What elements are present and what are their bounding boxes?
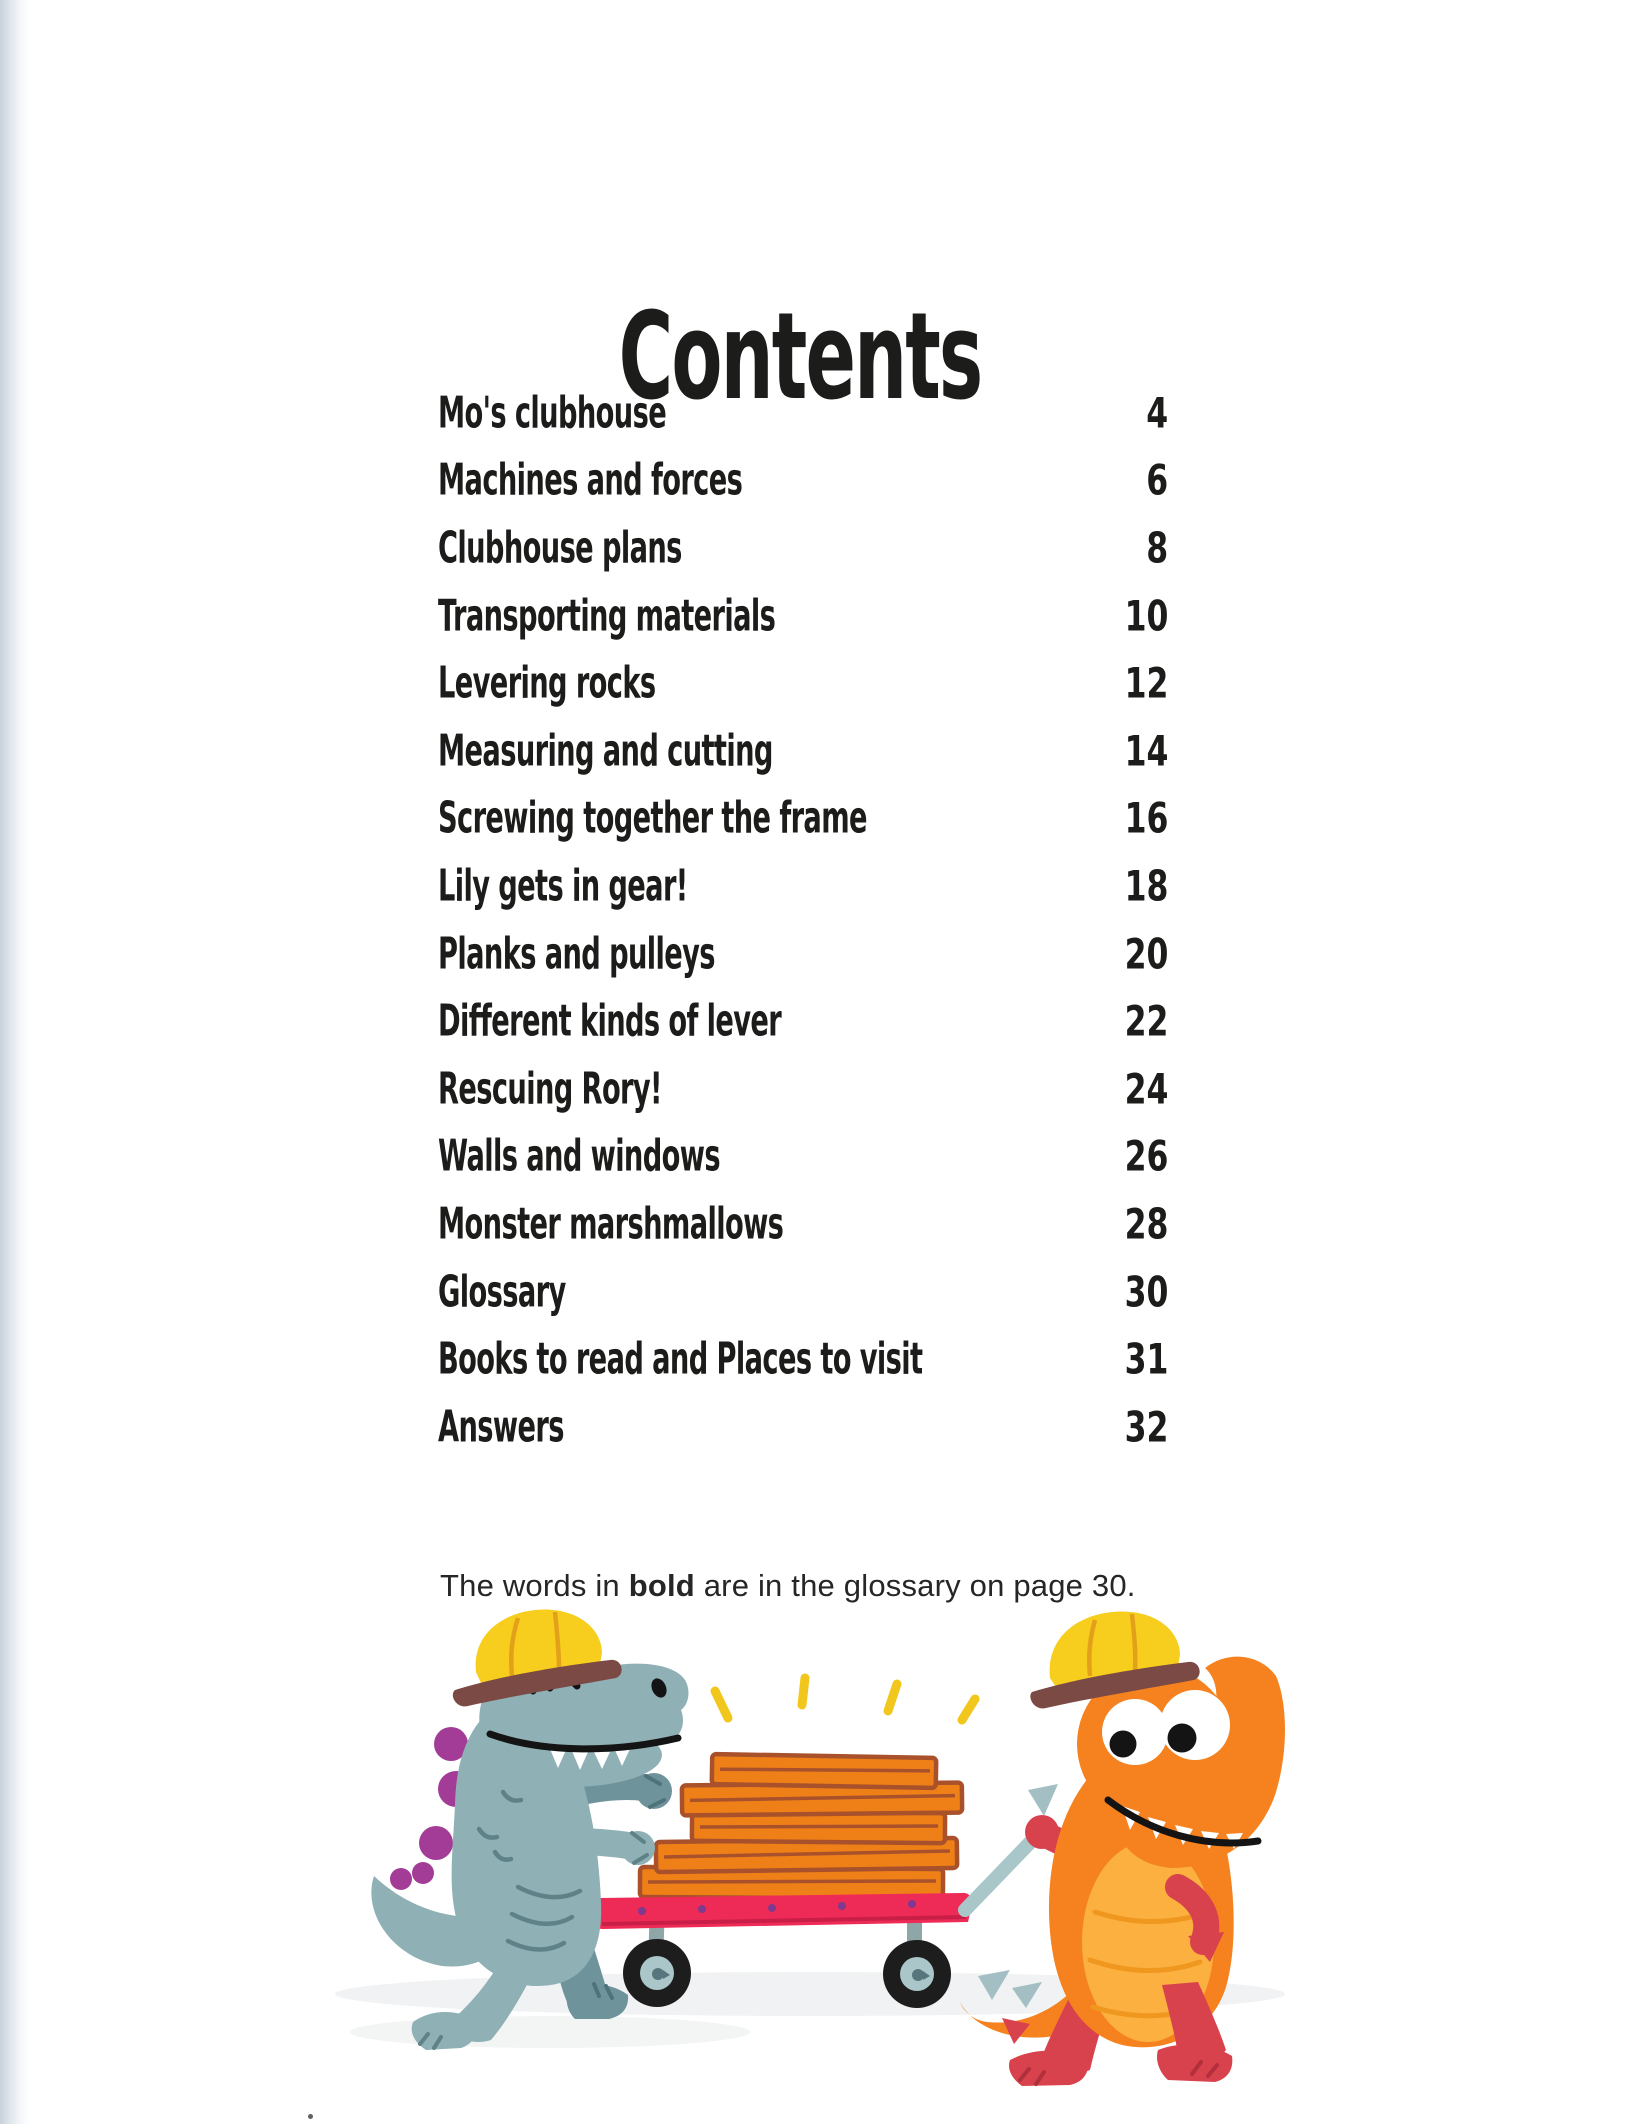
toc-entry-title: Monster marshmallows (438, 1198, 784, 1250)
toc-row (438, 447, 1168, 515)
toc-entry-title: Books to read and Places to visit (438, 1333, 923, 1385)
toc-entry-title: Machines and forces (438, 454, 743, 506)
wagon-wheel-left (623, 1939, 691, 2007)
toc-entry-page: 30 (1124, 1267, 1168, 1317)
toc-row (438, 920, 1168, 988)
wagon-wheel-right (883, 1940, 951, 2008)
toc-entry-page: 24 (1124, 1064, 1168, 1114)
toc-entry-title: Lily gets in gear! (438, 860, 688, 912)
page-title: Contents (618, 288, 982, 428)
glossary-note-suffix: are in the glossary on page 30. (694, 1568, 1136, 1603)
glossary-note-bold-word: bold (628, 1568, 695, 1603)
toc-entry-page: 28 (1124, 1199, 1168, 1249)
table-of-contents (438, 379, 1168, 1461)
toc-entry-title: Answers (438, 1401, 564, 1453)
toc-entry-title: Transporting materials (438, 590, 776, 642)
toc-row (438, 785, 1168, 853)
toc-row (438, 514, 1168, 582)
toc-row (438, 649, 1168, 717)
toc-row (438, 1190, 1168, 1258)
toc-entry-page: 12 (1124, 658, 1168, 708)
toc-entry-page: 26 (1124, 1131, 1168, 1181)
toc-entry-page: 14 (1124, 726, 1168, 776)
toc-entry-title: Mo's clubhouse (438, 387, 667, 439)
crocodile-wagon-illustration (250, 1592, 1350, 2112)
toc-row (438, 852, 1168, 920)
toc-row (438, 379, 1168, 447)
toc-entry-title: Walls and windows (438, 1130, 720, 1182)
toc-entry-title: Clubhouse plans (438, 522, 682, 574)
toc-entry-title: Different kinds of lever (438, 995, 782, 1047)
toc-entry-page: 8 (1146, 523, 1168, 573)
sparkles (715, 1678, 975, 1720)
toc-row (438, 1325, 1168, 1393)
toc-row (438, 582, 1168, 650)
toc-entry-page: 32 (1124, 1402, 1168, 1452)
toc-entry-title: Planks and pulleys (438, 928, 715, 980)
toc-entry-title: Glossary (438, 1266, 566, 1318)
toc-entry-page: 10 (1124, 591, 1168, 641)
toc-entry-title: Levering rocks (438, 657, 656, 709)
scan-speck (308, 2114, 313, 2119)
toc-row (438, 1055, 1168, 1123)
toc-row (438, 987, 1168, 1055)
glossary-note-prefix: The words in (440, 1568, 629, 1603)
toc-row (438, 1393, 1168, 1461)
toc-entry-page: 18 (1124, 861, 1168, 911)
toc-entry-page: 4 (1146, 388, 1168, 438)
toc-row (438, 717, 1168, 785)
toc-entry-page: 16 (1124, 793, 1168, 843)
toc-entry-page: 6 (1146, 455, 1168, 505)
toc-entry-page: 20 (1124, 929, 1168, 979)
toc-row (438, 1123, 1168, 1191)
toc-entry-page: 31 (1124, 1334, 1168, 1384)
toc-row (438, 1258, 1168, 1326)
toc-entry-title: Rescuing Rory! (438, 1063, 662, 1115)
toc-entry-title: Measuring and cutting (438, 725, 773, 777)
page-binding-edge (0, 0, 30, 2124)
plank-stack (640, 1754, 962, 1899)
toc-entry-title: Screwing together the frame (438, 792, 867, 844)
toc-entry-page: 22 (1124, 996, 1168, 1046)
dino-right (960, 1611, 1285, 2086)
